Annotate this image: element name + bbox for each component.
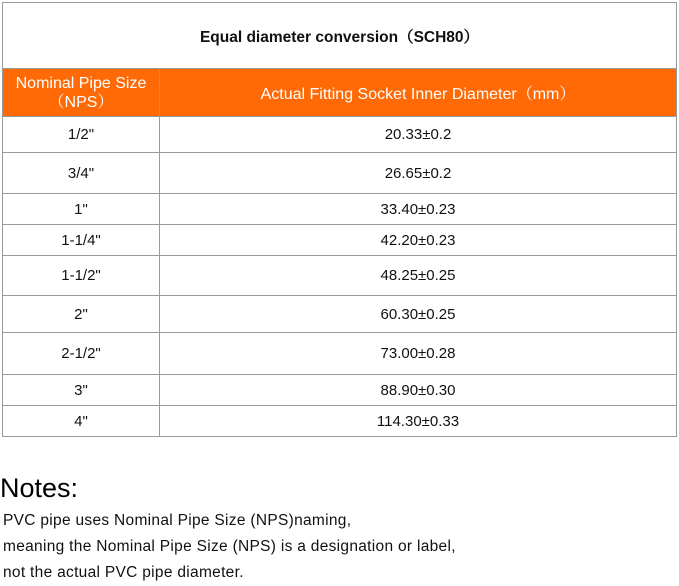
diameter-cell: 20.33±0.2 xyxy=(160,117,677,153)
diameter-cell: 60.30±0.25 xyxy=(160,296,677,333)
nps-cell: 1/2" xyxy=(3,117,160,153)
nps-cell: 1-1/2" xyxy=(3,256,160,296)
header-nominal-pipe-size-line1: Nominal Pipe Size xyxy=(15,74,147,92)
header-nominal-pipe-size-line2: （NPS） xyxy=(48,93,114,111)
diameter-cell: 42.20±0.23 xyxy=(160,225,677,256)
header-nominal-pipe-size xyxy=(3,69,160,117)
notes-title: Notes: xyxy=(0,473,79,503)
table-row xyxy=(3,406,677,437)
table-row xyxy=(3,225,677,256)
table-title-row xyxy=(3,3,677,69)
table-header-row xyxy=(3,69,677,117)
diameter-cell: 26.65±0.2 xyxy=(160,153,677,194)
diameter-cell: 88.90±0.30 xyxy=(160,375,677,406)
conversion-table xyxy=(2,2,677,437)
table-row xyxy=(3,117,677,153)
table-title: Equal diameter conversion（SCH80） xyxy=(3,3,677,69)
diameter-cell: 33.40±0.23 xyxy=(160,194,677,225)
notes-section xyxy=(0,472,456,586)
nps-cell: 3/4" xyxy=(3,153,160,194)
table-row xyxy=(3,256,677,296)
nps-cell: 3" xyxy=(3,375,160,406)
table-row xyxy=(3,153,677,194)
nps-cell: 2" xyxy=(3,296,160,333)
table-row xyxy=(3,375,677,406)
table-row xyxy=(3,333,677,375)
note-line: not the actual PVC pipe diameter. xyxy=(3,564,244,581)
header-actual-diameter: Actual Fitting Socket Inner Diameter（mm） xyxy=(160,69,677,117)
diameter-cell: 73.00±0.28 xyxy=(160,333,677,375)
diameter-cell: 48.25±0.25 xyxy=(160,256,677,296)
nps-cell: 4" xyxy=(3,406,160,437)
nps-cell: 1" xyxy=(3,194,160,225)
diameter-cell: 114.30±0.33 xyxy=(160,406,677,437)
note-line: meaning the Nominal Pipe Size (NPS) is a designation or label, xyxy=(3,538,456,555)
note-line: PVC pipe uses Nominal Pipe Size (NPS)naming, xyxy=(3,512,352,529)
table-row xyxy=(3,194,677,225)
nps-cell: 1-1/4" xyxy=(3,225,160,256)
nps-cell: 2-1/2" xyxy=(3,333,160,375)
table-row xyxy=(3,296,677,333)
